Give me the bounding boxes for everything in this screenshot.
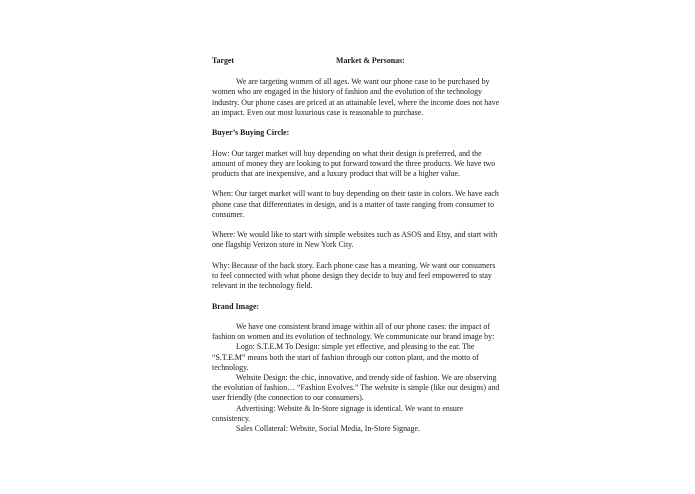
page-title — [212, 56, 502, 67]
advertising-paragraph: Advertising: Website & In-Store signage is identical. We want to ensure consistency. — [212, 403, 463, 423]
how-paragraph: How: Our target market will buy depending on what their design is preferred, and the amount of money they are looking to put forward toward the three products. We have two products that are inexpensive, and a luxury product that will be a higher value. — [212, 148, 496, 178]
sales-paragraph: Sales Collateral: Website, Social Media, In-Store Signage. — [236, 423, 420, 433]
buying-circle-heading: Buyer’s Buying Circle: — [212, 128, 290, 138]
intro-paragraph: We are targeting women of all ages. We want our phone case to be purchased by women who are engaged in the history of fashion and the evolution of the technology industry. Our phone cases are priced at an attainable level, where the income does not have an impact. Even our most luxurious case is reasonable to purchase. — [212, 77, 500, 117]
when-paragraph: When: Our target market will want to buy depending on their taste in colors. We have each phone case that differentiates in design, and is a matter of taste ranging from consumer to consumer. — [212, 189, 499, 219]
brand-intro-paragraph: We have one consistent brand image within all of our phone cases: the impact of fashion on women and its evolution of technology. We communicate our brand image by: — [212, 321, 495, 342]
document-page — [212, 56, 502, 434]
website-paragraph: Website Design: the chic, innovative, and trendy side of fashion. We are observing the evolution of fashion… “Fashion Evolves.” The website is simple (like our designs) and user friendly (the connection to our consumers). — [212, 372, 500, 403]
title-left: Target — [212, 56, 235, 65]
where-paragraph: Where: We would like to start with simple websites such as ASOS and Etsy, and start with one flagship Verizon store in New York City. — [212, 230, 498, 250]
title-right: Market & Personas: — [336, 56, 405, 65]
why-paragraph: Why: Because of the back story. Each phone case has a meaning. We want our consumers to feel connected with what phone design they decide to buy and feel empowered to stay relevant in the technology field. — [212, 260, 496, 291]
logo-paragraph: Logo: S.T.E.M To Design: simple yet effective, and pleasing to the ear. The “S.T.E.M” means both the start of fashion through our cotton plant, and the motto of technology. — [212, 342, 479, 372]
brand-image-heading: Brand Image: — [212, 301, 260, 311]
